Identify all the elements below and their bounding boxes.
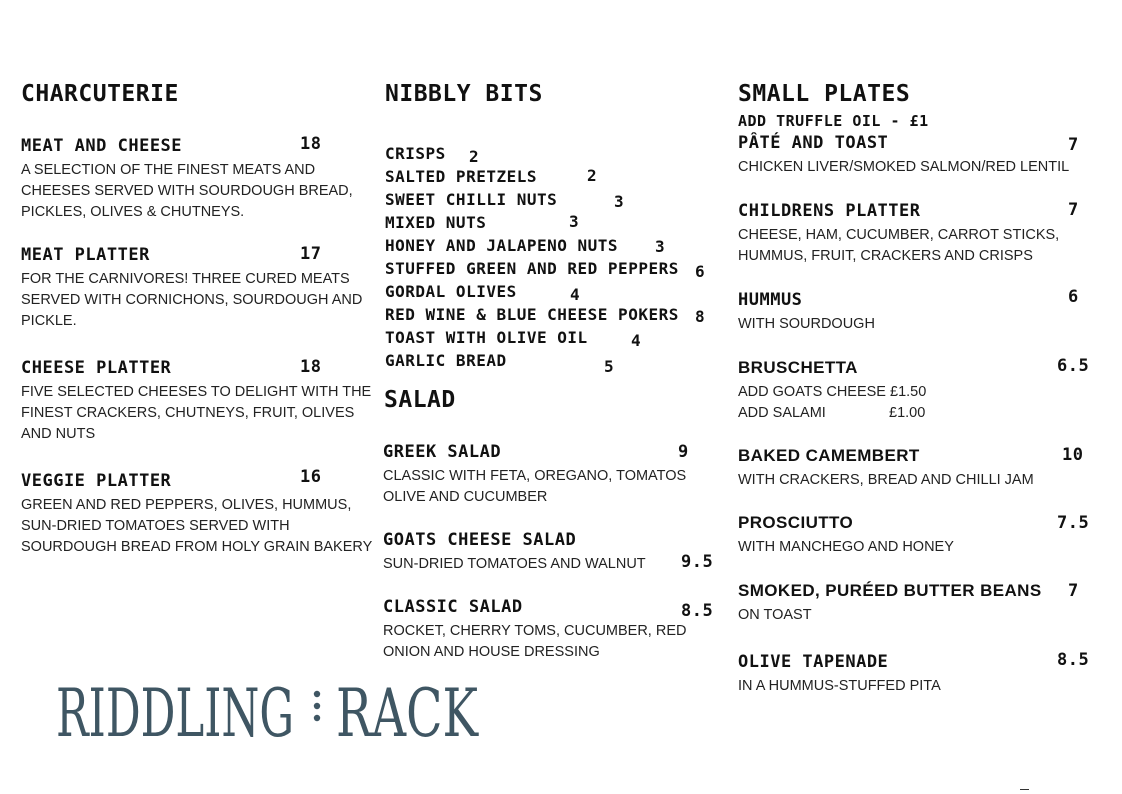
item-description: ROCKET, CHERRY TOMS, CUCUMBER, RED ONION AND HOUSE DRESSING [383,623,687,660]
logo-right-word: RACK [336,675,480,744]
item-price: 6.5 [1057,356,1090,376]
nibble-name: MIXED NUTS [385,213,487,232]
nibble-price: 4 [631,331,642,350]
item-title-greek-salad: GREEK SALAD [383,442,502,462]
item-description: CHICKEN LIVER/SMOKED SALMON/RED LENTIL [738,159,1070,175]
nibble-price: 2 [469,147,480,166]
item-description: IN A HUMMUS-STUFFED PITA [738,678,941,694]
nibble-price: 3 [569,212,580,231]
item-price: 7 [1068,581,1079,601]
nibble-name: GARLIC BREAD [385,351,507,370]
nibble-name: STUFFED GREEN AND RED PEPPERS [385,259,679,278]
charcuterie-heading: CHARCUTERIE [21,81,179,107]
nibbly-bits-heading: NIBBLY BITS [385,81,543,107]
item-title-classic-salad: CLASSIC SALAD [383,597,523,617]
nibble-price: 3 [614,192,625,211]
item-price: 8.5 [681,601,714,621]
nibble-name: SALTED PRETZELS [385,167,537,186]
nibble-name: GORDAL OLIVES [385,282,517,301]
corner-mark [1020,789,1029,790]
item-title-meat-and-cheese: MEAT AND CHEESE [21,136,183,156]
nibble-name: TOAST WITH OLIVE OIL [385,328,588,347]
nibble-price: 6 [695,262,706,281]
riddling-rack-logo [56,672,481,744]
item-description: ON TOAST [738,607,812,623]
item-title-cheese-platter: CHEESE PLATTER [21,358,172,378]
item-price: 17 [300,244,322,264]
item-title-goats-cheese-salad: GOATS CHEESE SALAD [383,530,577,550]
item-price: 10 [1062,445,1084,465]
item-description: GREEN AND RED PEPPERS, OLIVES, HUMMUS, SUN-DRIED TOMATOES SERVED WITH SOURDOUGH BREAD FROM HOLY GRAIN BAKERY [21,497,373,555]
item-title-meat-platter: MEAT PLATTER [21,245,150,265]
nibble-name: RED WINE & BLUE CHEESE POKERS [385,305,679,324]
logo-left-word: RIDDLING [56,675,294,744]
truffle-oil-note: ADD TRUFFLE OIL - £1 [738,112,929,130]
nibble-name: SWEET CHILLI NUTS [385,190,558,209]
nibble-price: 8 [695,307,706,326]
nibble-name: CRISPS [385,144,446,163]
nibble-price: 4 [570,285,581,304]
item-description: WITH SOURDOUGH [738,316,875,332]
item-price: 7.5 [1057,513,1090,533]
nibble-price: 2 [587,166,598,185]
item-description: SUN-DRIED TOMATOES AND WALNUT [383,556,646,572]
item-title-veggie-platter: VEGGIE PLATTER [21,471,172,491]
item-price: 18 [300,357,322,377]
nibble-name: HONEY AND JALAPENO NUTS [385,236,619,255]
item-title-hummus: HUMMUS [738,290,803,310]
item-price: 8.5 [1057,650,1090,670]
item-title-baked-camembert: BAKED CAMEMBERT [738,446,920,465]
item-title-pate-and-toast: PÂTÉ AND TOAST [738,133,889,153]
logo-dot [314,715,320,721]
item-price: 9 [678,442,689,462]
item-description: FOR THE CARNIVORES! THREE CURED MEATS SERVED WITH CORNICHONS, SOURDOUGH AND PICKLE. [21,271,363,329]
nibble-price: 3 [655,237,666,256]
logo-dot [314,691,320,697]
item-description: FIVE SELECTED CHEESES TO DELIGHT WITH THE FINEST CRACKERS, CHUTNEYS, FRUIT, OLIVES AND NUTS [21,384,372,442]
item-description: WITH CRACKERS, BREAD AND CHILLI JAM [738,472,1034,488]
item-price: 7 [1068,135,1079,155]
item-price: 9.5 [681,552,714,572]
item-title-olive-tapenade: OLIVE TAPENADE [738,652,889,672]
item-title-childrens-platter: CHILDRENS PLATTER [738,201,921,221]
item-description: CLASSIC WITH FETA, OREGANO, TOMATOS OLIVE AND CUCUMBER [383,468,687,505]
salad-heading: SALAD [384,387,456,413]
small-plates-heading: SMALL PLATES [738,81,911,107]
item-description: CHEESE, HAM, CUCUMBER, CARROT STICKS, HUMMUS, FRUIT, CRACKERS AND CRISPS [738,227,1060,264]
item-title-smoked-pureed-butter-beans: SMOKED, PURÉED BUTTER BEANS [738,581,1042,600]
item-title-prosciutto: PROSCIUTTO [738,513,854,532]
item-price: 18 [300,134,322,154]
logo-wordmark [56,672,481,744]
item-title-bruschetta: BRUSCHETTA [738,358,858,377]
item-price: 16 [300,467,322,487]
item-description: A SELECTION OF THE FINEST MEATS AND CHEESES SERVED WITH SOURDOUGH BREAD, PICKLES, OLIVES & CHUTNEYS. [21,162,353,220]
nibble-price: 5 [604,357,615,376]
item-price: 7 [1068,200,1079,220]
item-description: WITH MANCHEGO AND HONEY [738,539,954,555]
item-price: 6 [1068,287,1079,307]
addon-price: £1.00 [889,405,926,421]
addon-label: ADD SALAMI [738,405,826,421]
logo-dot [314,703,320,709]
item-description: ADD GOATS CHEESE £1.50 [738,384,927,400]
